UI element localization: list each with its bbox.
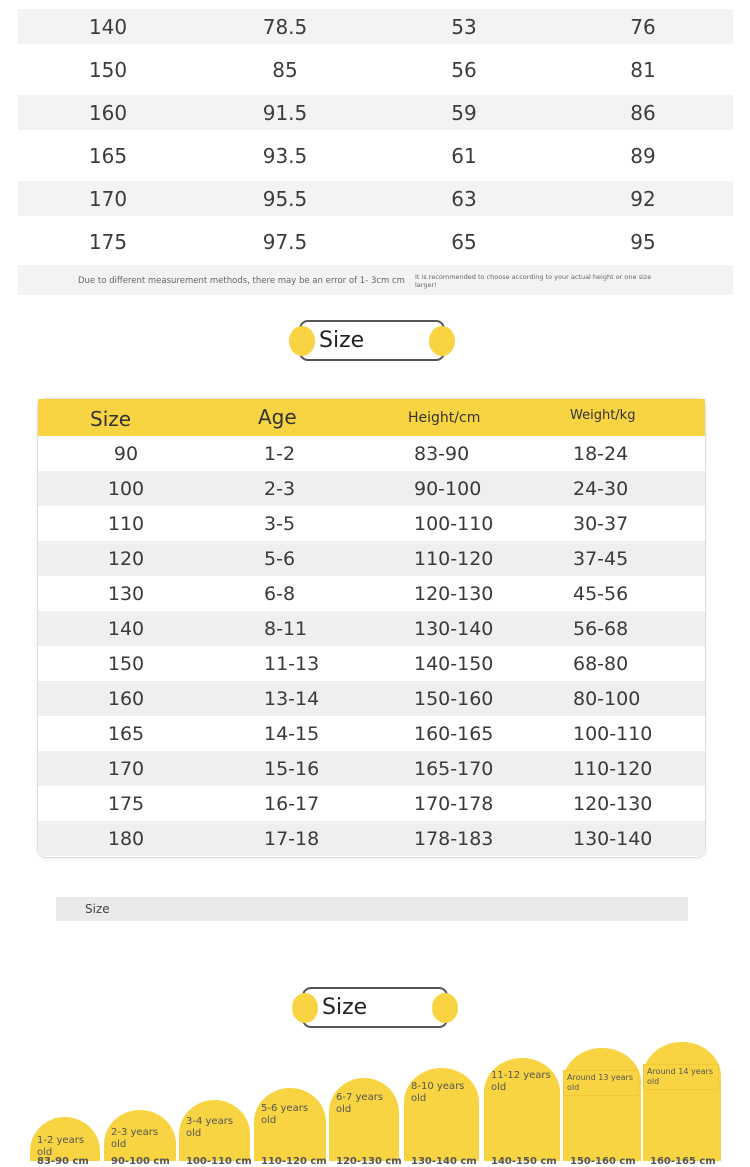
table-row: [38, 646, 705, 681]
table-cell: 140: [107, 618, 145, 640]
table-cell: 56: [451, 57, 477, 82]
table-cell: 45-56: [573, 583, 629, 605]
bubble-height: 110-120 cm: [261, 1156, 327, 1167]
table-cell: 90-100: [414, 478, 482, 500]
table-cell: 95.5: [262, 186, 308, 211]
table-row: [38, 436, 705, 471]
header-weight: Weight/kg: [570, 408, 636, 423]
table-cell: 120-130: [414, 583, 494, 605]
bubble-height: 160-165 cm: [650, 1156, 716, 1167]
table-cell: 170-178: [414, 793, 494, 815]
header-size: Size: [90, 407, 132, 431]
table-cell: 110-120: [573, 758, 653, 780]
bubble-age: Around 14 years old: [643, 1064, 719, 1090]
table-cell: 11-13: [264, 653, 320, 675]
table-cell: 5-6: [264, 548, 296, 570]
table-cell: 178-183: [414, 828, 494, 850]
table-row: [38, 681, 705, 716]
bubble-height: 130-140 cm: [411, 1156, 477, 1167]
table-cell: 165: [88, 143, 128, 168]
table-cell: 100: [107, 478, 145, 500]
table-cell: 53: [451, 14, 477, 39]
section-title-pill: [299, 320, 445, 361]
table-cell: 140-150: [414, 653, 494, 675]
pill-cap-right: [429, 326, 455, 356]
table-cell: 37-45: [573, 548, 629, 570]
table-cell: 170: [88, 186, 128, 211]
size-bubble: [329, 1078, 402, 1167]
bubble-age: 1-2 years old: [37, 1135, 85, 1158]
table-cell: 1-2: [264, 443, 296, 465]
table-row: [18, 9, 733, 44]
table-row: [38, 471, 705, 506]
table-row: [18, 95, 733, 130]
table-cell: 13-14: [264, 688, 320, 710]
bubble-age: 3-4 years old: [186, 1116, 234, 1139]
table-row: [38, 506, 705, 541]
table-cell: 65: [451, 229, 477, 254]
bubble-age: Around 13 years old: [563, 1070, 639, 1096]
bubble-height: 140-150 cm: [491, 1156, 557, 1167]
table-cell: 92: [630, 186, 656, 211]
table-cell: 83-90: [414, 443, 470, 465]
top-measurement-table: [18, 5, 733, 263]
table-cell: 78.5: [262, 14, 308, 39]
bubble-height: 90-100 cm: [111, 1156, 170, 1167]
table-cell: 93.5: [262, 143, 308, 168]
bubble-age: 11-12 years old: [491, 1070, 551, 1093]
table-cell: 90: [113, 443, 139, 465]
table-cell: 100-110: [414, 513, 494, 535]
size-chart-table: [37, 398, 706, 858]
table-cell: 89: [630, 143, 656, 168]
table-cell: 160: [107, 688, 145, 710]
table-cell: 24-30: [573, 478, 629, 500]
table-cell: 6-8: [264, 583, 296, 605]
pill-cap-left: [289, 326, 315, 356]
table-cell: 63: [451, 186, 477, 211]
table-row: [18, 134, 733, 177]
table-cell: 2-3: [264, 478, 296, 500]
table-cell: 61: [451, 143, 477, 168]
table-cell: 150: [88, 57, 128, 82]
size-bar-label: Size: [85, 902, 110, 916]
table-row: [38, 821, 705, 856]
table-cell: 150-160: [414, 688, 494, 710]
table-row: [38, 716, 705, 751]
table-cell: 80-100: [573, 688, 641, 710]
recommendation-note: It is recommended to choose according to your actual height or one size larger!: [415, 273, 652, 289]
table-cell: 170: [107, 758, 145, 780]
table-cell: 120: [107, 548, 145, 570]
table-cell: 110-120: [414, 548, 494, 570]
table-row: [38, 576, 705, 611]
table-cell: 15-16: [264, 758, 320, 780]
table-cell: 180: [107, 828, 145, 850]
table-cell: 81: [630, 57, 656, 82]
table-cell: 86: [630, 100, 656, 125]
table-cell: 76: [630, 14, 656, 39]
size-bar: [56, 897, 688, 921]
size-bubble: [179, 1100, 252, 1167]
table-cell: 130: [107, 583, 145, 605]
table-row: [18, 48, 733, 91]
table-cell: 68-80: [573, 653, 629, 675]
table-row: [38, 751, 705, 786]
size-bubble: [30, 1117, 100, 1167]
table-cell: 140: [88, 14, 128, 39]
table-cell: 97.5: [262, 229, 308, 254]
table-cell: 120-130: [573, 793, 653, 815]
table-row: [38, 786, 705, 821]
pill-cap-right: [432, 993, 458, 1023]
pill-cap-left: [292, 993, 318, 1023]
size-bubble: [563, 1048, 641, 1167]
table-row: [38, 611, 705, 646]
size-bubble: [104, 1110, 176, 1167]
size-bubble: [404, 1068, 479, 1167]
table-cell: 100-110: [573, 723, 653, 745]
measurement-note: [18, 265, 733, 295]
section-title: Size: [319, 328, 365, 353]
section-title-pill: [302, 987, 448, 1028]
bubble-age: 2-3 years old: [111, 1127, 159, 1150]
table-header: [38, 399, 705, 436]
bubble-age: 5-6 years old: [261, 1103, 309, 1126]
table-cell: 14-15: [264, 723, 320, 745]
table-cell: 130-140: [573, 828, 653, 850]
table-cell: 160-165: [414, 723, 494, 745]
table-row: [38, 541, 705, 576]
size-bubble: [254, 1088, 327, 1167]
table-row: [18, 220, 733, 263]
table-cell: 18-24: [573, 443, 629, 465]
table-cell: 56-68: [573, 618, 629, 640]
table-cell: 150: [107, 653, 145, 675]
table-cell: 30-37: [573, 513, 629, 535]
bubble-height: 83-90 cm: [37, 1156, 89, 1167]
bubble-age: 8-10 years old: [411, 1081, 465, 1104]
table-cell: 160: [88, 100, 128, 125]
header-age: Age: [258, 405, 297, 429]
section-title: Size: [322, 995, 368, 1020]
table-cell: 175: [107, 793, 145, 815]
table-cell: 85: [272, 57, 298, 82]
table-cell: 130-140: [414, 618, 494, 640]
table-cell: 110: [107, 513, 145, 535]
table-cell: 91.5: [262, 100, 308, 125]
size-bubble: [643, 1042, 721, 1167]
table-cell: 175: [88, 229, 128, 254]
table-cell: 165-170: [414, 758, 494, 780]
size-bubble: [484, 1058, 560, 1167]
header-height: Height/cm: [408, 410, 481, 426]
error-note: Due to different measurement methods, there may be an error of 1- 3cm cm: [78, 276, 405, 286]
table-body: [38, 436, 705, 856]
table-cell: 3-5: [264, 513, 296, 535]
bubble-height: 120-130 cm: [336, 1156, 402, 1167]
table-cell: 95: [630, 229, 656, 254]
table-cell: 59: [451, 100, 477, 125]
table-cell: 8-11: [264, 618, 308, 640]
table-row: [18, 181, 733, 216]
table-cell: 17-18: [264, 828, 320, 850]
bubble-age: 6-7 years old: [336, 1092, 384, 1115]
bubble-height: 100-110 cm: [186, 1156, 252, 1167]
table-cell: 16-17: [264, 793, 320, 815]
table-cell: 165: [107, 723, 145, 745]
bubble-height: 150-160 cm: [570, 1156, 636, 1167]
